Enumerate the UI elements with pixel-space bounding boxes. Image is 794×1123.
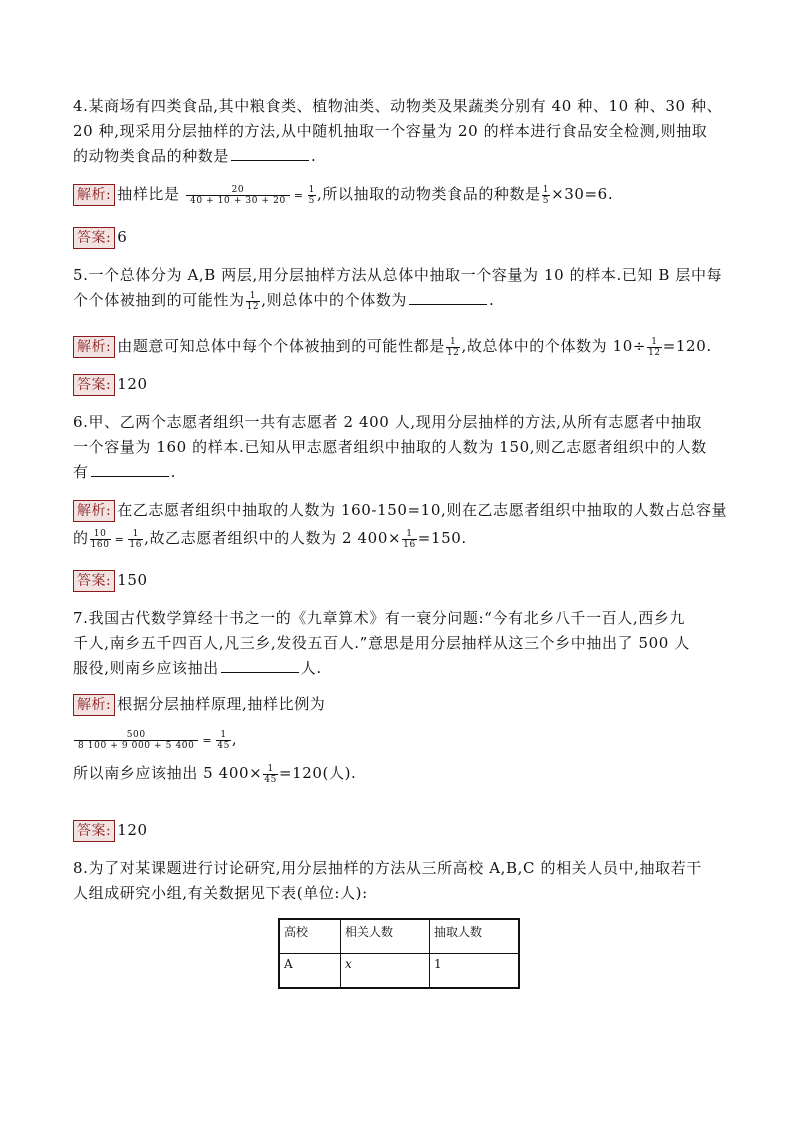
analysis-tag: 解析: [73,336,115,358]
q7-answer [73,818,723,843]
q4-line-1: 4.某商场有四类食品,其中粮食类、植物油类、动物类及果蔬类分别有 40 种、10 种、30 种、 [73,97,723,115]
q4-answer-value: 6 [117,228,128,246]
table-header-cell: 相关人数 [341,919,430,954]
q8-line-1: 8.为了对某课题进行讨论研究,用分层抽样的方法从三所高校 A,B,C 的相关人员中,抽取若干 [73,859,702,877]
fraction: $\frac{1}{45}$ [217,729,230,751]
q7-line-2: 千人,南乡五千四百人,凡三乡,发役五百人.”意思是用分层抽样从这三个乡中抽出了 500 人 [73,634,690,652]
q7-line-1: 7.我国古代数学算经十书之一的《九章算术》有一衰分问题:“今有北乡八千一百人,西乡九 [73,609,686,627]
table-cell: A [279,954,341,989]
fraction: $\frac{1}{45}$ [264,763,277,785]
q6-line-2: 一个容量为 160 的样本.已知从甲志愿者组织中抽取的人数为 150,则乙志愿者组织中的人数 [73,438,707,456]
q6-analysis-line-2: 的 $\frac{10}{160}$ = $\frac{1}{16}$ ,故乙志愿者组织中的人数为 2 400× $\frac{1}{16}$ =150. [73,528,467,550]
answer-tag: 答案: [73,570,115,592]
table-row [279,954,519,989]
q4-answer [73,225,723,250]
q6-analysis-line-1: 解析: 在乙志愿者组织中抽取的人数为 160-150=10,则在乙志愿者组织中抽取的人数占总容量 [73,498,723,523]
fraction: $\frac{1}{16}$ [129,528,143,550]
answer-blank[interactable] [409,290,487,305]
q6-answer-value: 150 [117,571,148,589]
table-cell: 1 [430,954,520,989]
table-header-cell: 抽取人数 [430,919,520,954]
fraction: $\frac{1}{5}$ [308,184,315,206]
answer-blank[interactable] [91,462,169,477]
q7-answer-value: 120 [117,821,148,839]
q7-analysis-line-3: 所以南乡应该抽出 5 400× $\frac{1}{45}$ =120(人). [73,763,357,785]
analysis-tag: 解析: [73,694,115,716]
fraction: $\frac{1}{5}$ [542,184,550,206]
fraction: $\frac{1}{12}$ [446,336,460,358]
data-table [278,918,520,989]
answer-blank[interactable] [221,658,299,673]
q6-line-1: 6.甲、乙两个志愿者组织一共有志愿者 2 400 人,现用分层抽样的方法,从所有志愿者中抽取 [73,413,702,431]
q6-line-3: 有 . [73,463,176,481]
fraction: $\frac{1}{12}$ [648,336,661,358]
q7-analysis-line-2: $\frac{500}{8 100 + 9 000 + 5 400}$ = $\frac{1}{45}$ , [73,727,723,753]
table-header-row [279,919,519,954]
q5-stem [73,263,723,313]
q4-stem [73,94,723,169]
answer-tag: 答案: [73,820,115,842]
q6-answer [73,568,723,593]
answer-tag: 答案: [73,374,115,396]
analysis-tag: 解析: [73,500,115,522]
analysis-tag: 解析: [73,184,115,206]
q6-stem [73,410,723,485]
fraction: $\frac{1}{12}$ [246,290,260,312]
q8-stem [73,856,723,906]
answer-blank[interactable] [231,146,309,161]
q7-line-3: 服役,则南乡应该抽出 人. [73,659,322,677]
q4-line-2: 20 种,现采用分层抽样的方法,从中随机抽取一个容量为 20 的样本进行食品安全检测,则抽取 [73,122,708,140]
q8-line-2: 人组成研究小组,有关数据见下表(单位:人): [73,884,368,902]
q7-analysis [73,692,723,786]
q7-stem [73,606,723,681]
q5-answer [73,372,723,397]
q4-line-3: 的动物类食品的种数是 . [73,147,317,165]
fraction: $\frac{10}{160}$ [90,528,110,550]
table-cell: x [341,954,430,989]
q5-analysis: 解析: 由题意可知总体中每个个体被抽到的可能性都是 $\frac{1}{12}$ ,故总体中的个体数为 10÷ $\frac{1}{12}$ =120. [73,334,723,359]
fraction: $\frac{500}{8 100 + 9 000 + 5 400}$ [74,730,198,751]
q7-analysis-line-1: 解析: 根据分层抽样原理,抽样比例为 [73,692,723,717]
q5-line-2: 个个体被抽到的可能性为 $\frac{1}{12}$ ,则总体中的个体数为 . [73,290,495,312]
table-header-cell: 高校 [279,919,341,954]
q4-analysis: 解析: 抽样比是 $\frac{20}{40 + 10 + 30 + 20}$ = $\frac{1}{5}$ ,所以抽取的动物类食品的种数是 $\frac{1}{5}$ ×30=6. [73,182,723,208]
q5-answer-value: 120 [117,375,148,393]
q5-line-1: 5.一个总体分为 A,B 两层,用分层抽样方法从总体中抽取一个容量为 10 的样本.已知 B 层中每 [73,266,723,284]
q6-analysis [73,498,728,552]
fraction: $\frac{1}{16}$ [403,528,416,550]
answer-tag: 答案: [73,227,115,249]
fraction: $\frac{20}{40 + 10 + 30 + 20}$ [186,185,290,206]
